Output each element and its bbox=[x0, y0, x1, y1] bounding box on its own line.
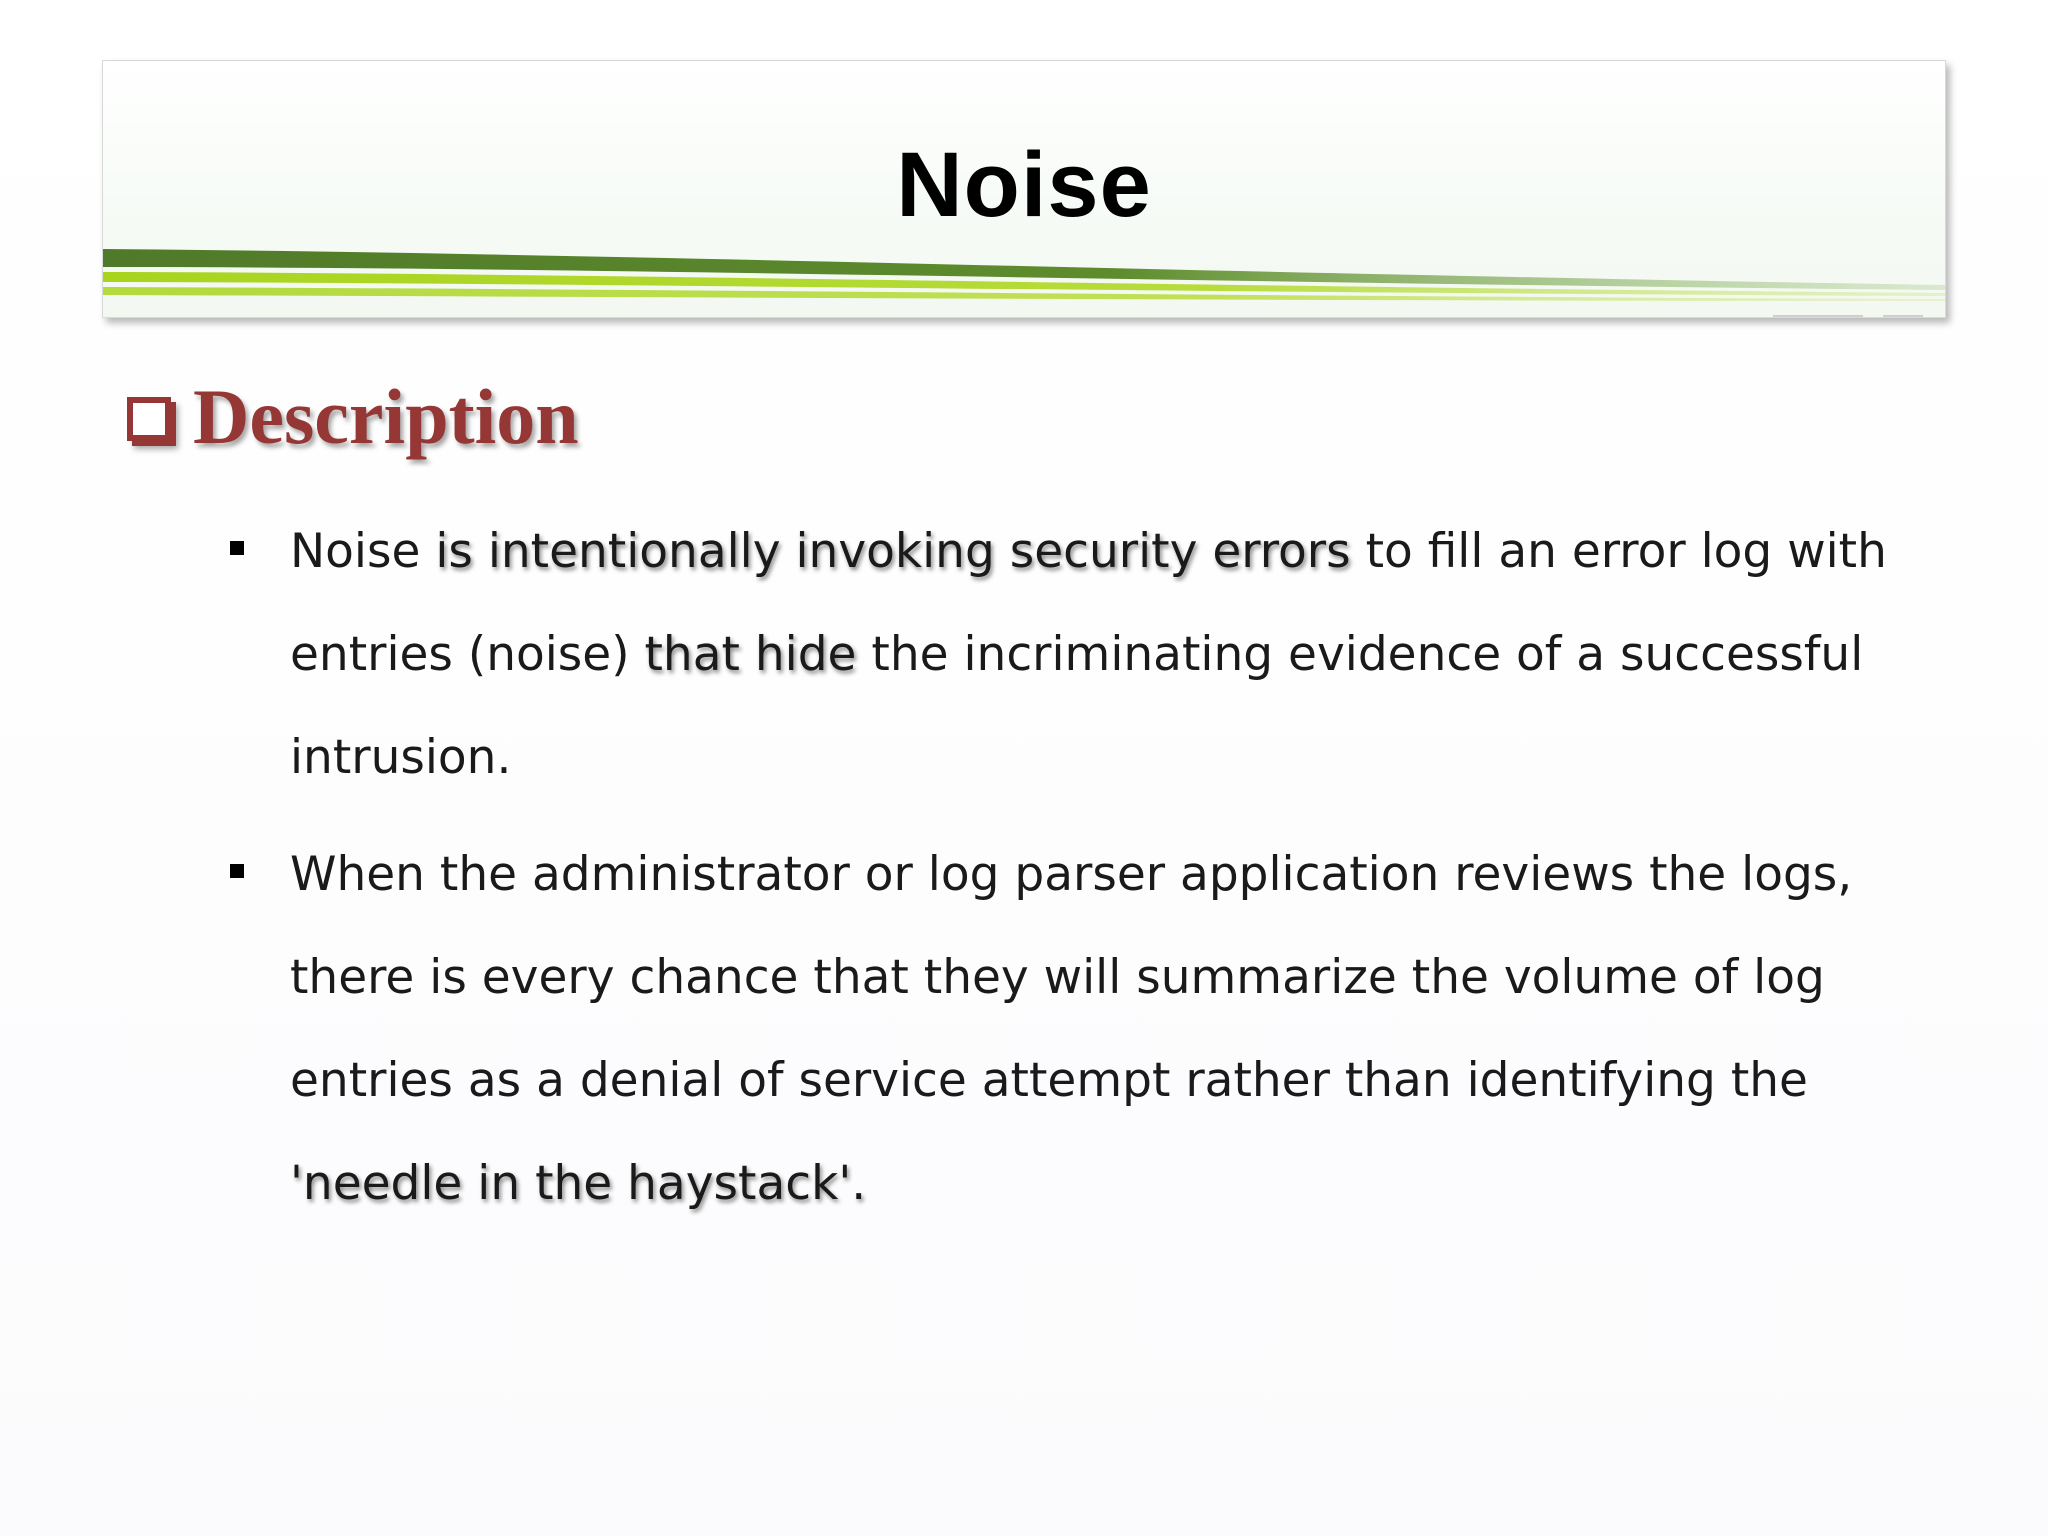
bullet-text: the incriminating evidence of a successful intrusion. bbox=[290, 627, 1864, 785]
bullet-text: When the administrator or log parser application reviews the logs, there is every chance that they will summarize the volume of log entries as a denial of service attempt rather than identifying the bbox=[290, 847, 1853, 1108]
bullet-list bbox=[228, 500, 1988, 1249]
section-heading bbox=[127, 372, 579, 462]
title-banner bbox=[102, 60, 1946, 318]
section-heading-text: Description bbox=[193, 373, 579, 460]
square-bullet-icon bbox=[230, 541, 244, 555]
bullet-highlight: is intentionally invoking security errors bbox=[435, 524, 1351, 579]
hollow-square-bullet-icon bbox=[127, 397, 171, 441]
bullet-text: to fill an error log with entries (noise) bbox=[290, 524, 1887, 682]
square-bullet-icon bbox=[230, 864, 244, 878]
page-title: Noise bbox=[896, 134, 1152, 236]
bullet-item bbox=[228, 500, 1988, 809]
bullet-highlight: 'needle in the haystack'. bbox=[290, 1156, 867, 1211]
bullet-highlight: that hide bbox=[644, 627, 857, 682]
bullet-text: Noise bbox=[290, 524, 436, 579]
bullet-item bbox=[228, 823, 1988, 1235]
